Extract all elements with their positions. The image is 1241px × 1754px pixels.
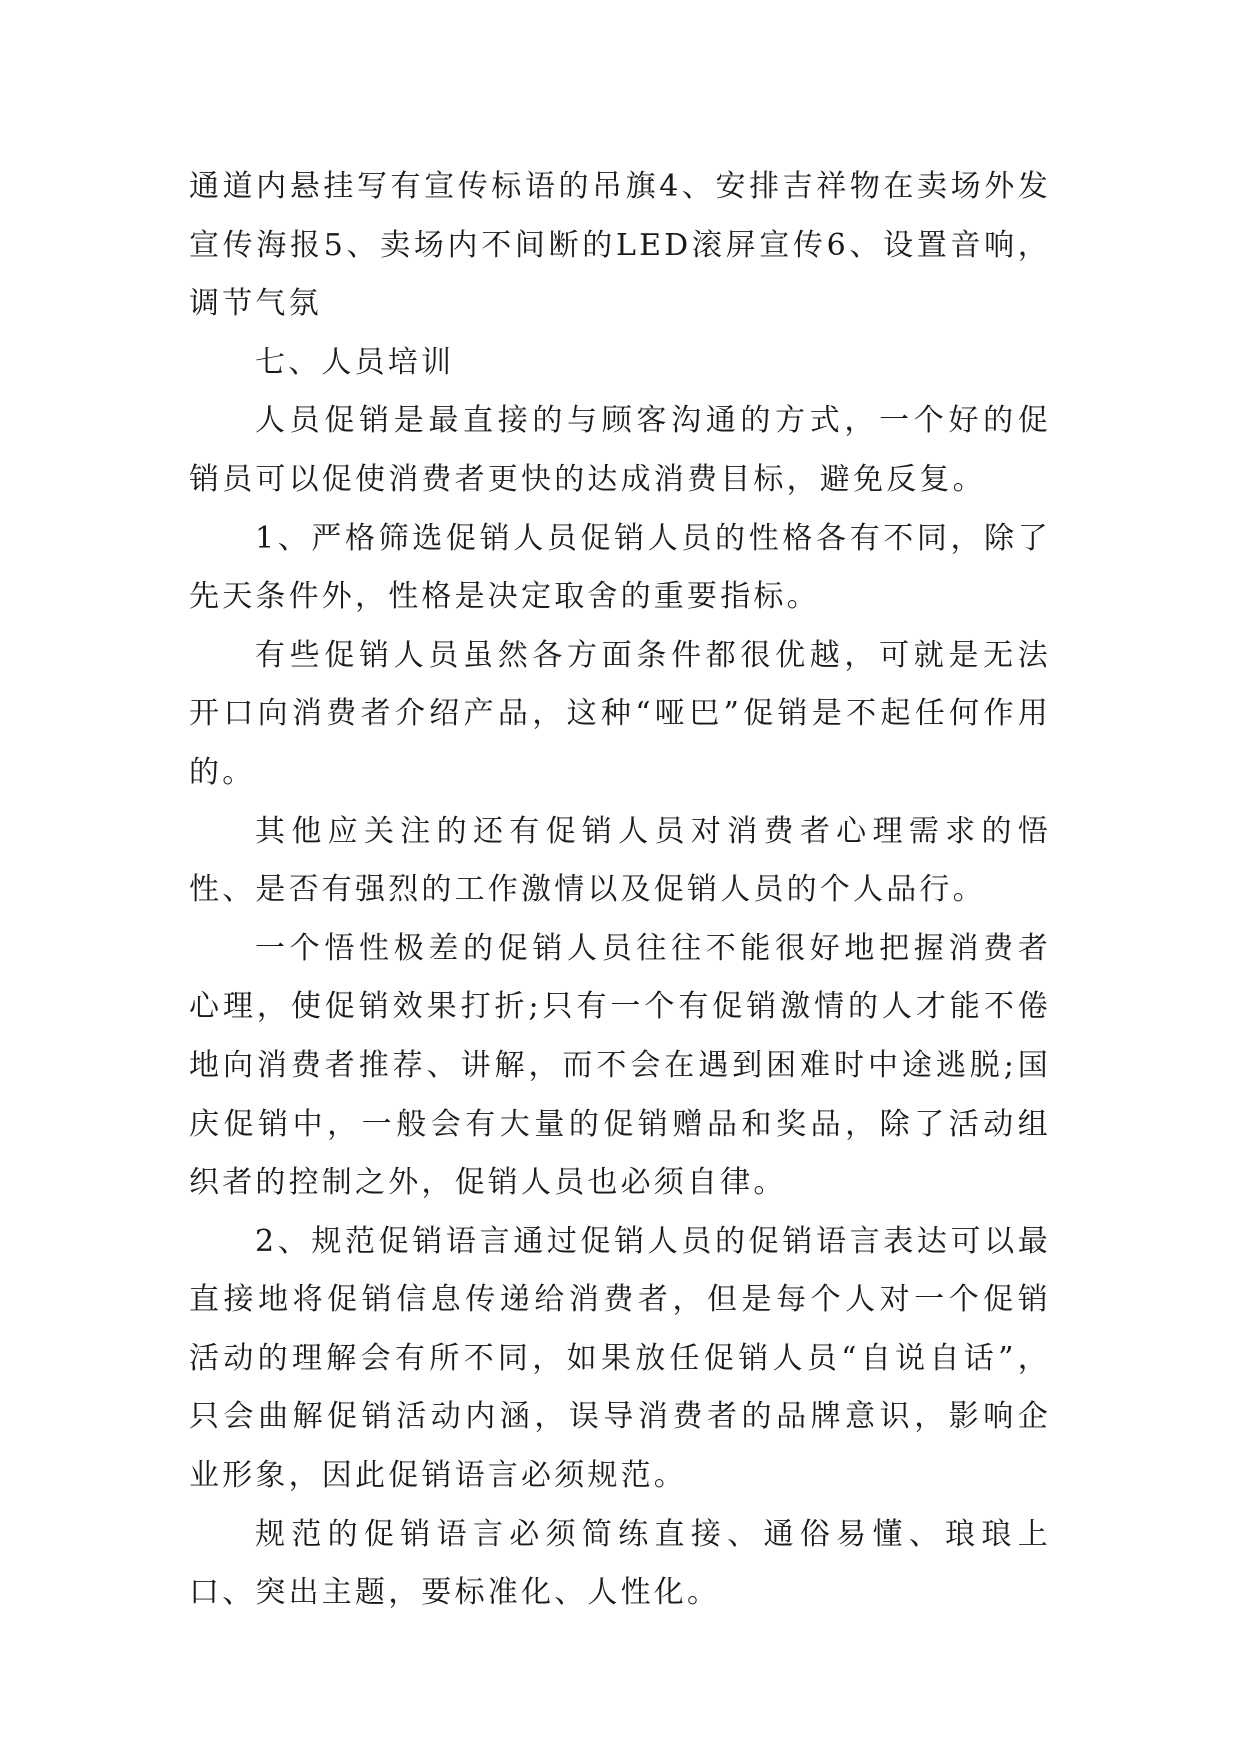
paragraph-other-concerns: 其他应关注的还有促销人员对消费者心理需求的悟性、是否有强烈的工作激情以及促销人员的个人品行。 [189,813,1051,908]
paragraph-language-requirements: 规范的促销语言必须简练直接、通俗易懂、琅琅上口、突出主题，要标准化、人性化。 [189,1516,1051,1611]
paragraph-standardize-language: 2、规范促销语言通过促销人员的促销语言表达可以最直接地将促销信息传递给消费者，但是每个人对一个促销活动的理解会有所不同，如果放任促销人员“自说自话”，只会曲解促销活动内涵，误导消费者的品牌意识，影响企业形象，因此促销语言必须规范。 [189,1223,1051,1494]
paragraph-poor-insight: 一个悟性极差的促销人员往往不能很好地把握消费者心理，使促销效果打折;只有一个有促销激情的人才能不倦地向消费者推荐、讲解，而不会在遇到困难时中途逃脱;国庆促销中，一般会有大量的促销赠品和奖品，除了活动组织者的控制之外，促销人员也必须自律。 [189,930,1051,1201]
paragraph-screen-staff: 1、严格筛选促销人员促销人员的性格各有不同，除了先天条件外，性格是决定取舍的重要指标。 [189,520,1051,615]
paragraph-continuation: 通道内悬挂写有宣传标语的吊旗4、安排吉祥物在卖场外发宣传海报5、卖场内不间断的LED滚屏宣传6、设置音响，调节气氛 [189,169,1051,322]
paragraph-mute-promoters: 有些促销人员虽然各方面条件都很优越，可就是无法开口向消费者介绍产品，这种“哑巴”促销是不起任何作用的。 [189,637,1051,790]
document-body [189,158,1051,1623]
paragraph-staff-promotion: 人员促销是最直接的与顾客沟通的方式，一个好的促销员可以促使消费者更快的达成消费目标，避免反复。 [189,403,1051,497]
section-heading-staff-training: 七、人员培训 [255,344,455,380]
